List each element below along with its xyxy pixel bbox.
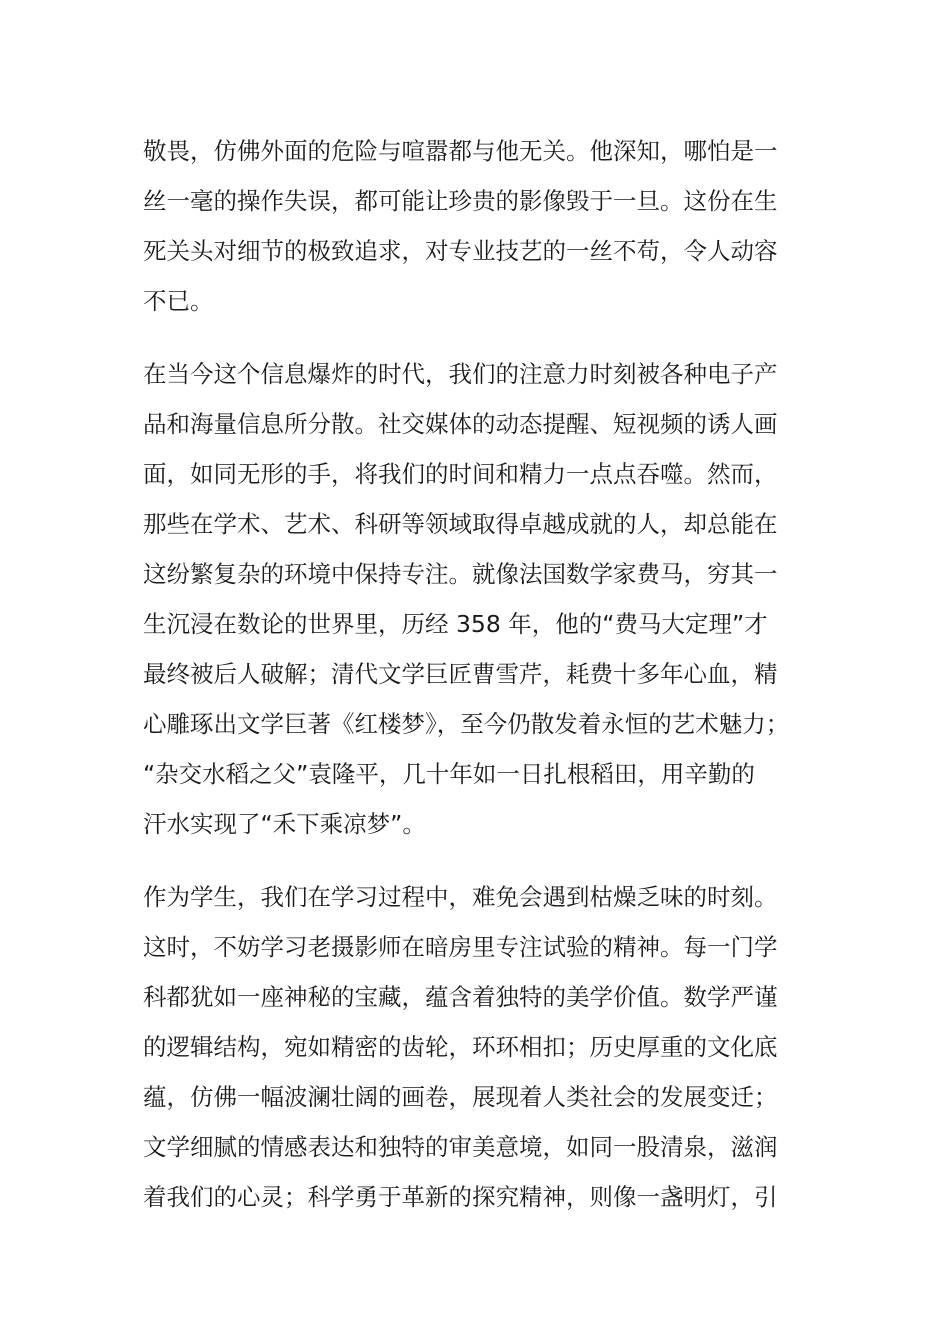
text-line: 这纷繁复杂的环境中保持专注。就像法国数学家费马，穷其一 [143, 560, 778, 588]
text-line: 这时，不妨学习老摄影师在暗房里专注试验的精神。每一门学 [143, 933, 778, 961]
text-line: 蕴，仿佛一幅波澜壮阔的画卷，展现着人类社会的发展变迁； [143, 1083, 778, 1111]
paragraph-2 [143, 349, 823, 849]
paragraph-spacer [143, 849, 823, 872]
text-line: 不已。 [143, 287, 214, 315]
text-line: 死关头对细节的极致追求，对专业技艺的一丝不苟，令人动容 [143, 237, 778, 265]
document-page [143, 126, 823, 1222]
paragraph-3 [143, 872, 823, 1222]
text-line: 生沉浸在数论的世界里，历经 358 年，他的“费马大定理”才 [143, 610, 768, 638]
text-line: 文学细腻的情感表达和独特的审美意境，如同一股清泉，滋润 [143, 1133, 778, 1161]
text-line: 在当今这个信息爆炸的时代，我们的注意力时刻被各种电子产 [143, 360, 778, 388]
text-line: 品和海量信息所分散。社交媒体的动态提醒、短视频的诱人画 [143, 410, 778, 438]
text-line: 着我们的心灵；科学勇于革新的探究精神，则像一盏明灯，引 [143, 1183, 778, 1211]
text-line: “杂交水稻之父”袁隆平，几十年如一日扎根稻田，用辛勤的 [143, 760, 755, 788]
text-line: 汗水实现了“禾下乘凉梦”。 [143, 810, 426, 838]
paragraph-1 [143, 126, 823, 326]
text-line: 面，如同无形的手，将我们的时间和精力一点点吞噬。然而， [143, 460, 778, 488]
text-line: 心雕琢出文学巨著《红楼梦》，至今仍散发着永恒的艺术魅力； [143, 710, 790, 738]
text-line: 敬畏，仿佛外面的危险与喧嚣都与他无关。他深知，哪怕是一 [143, 137, 778, 165]
text-line: 作为学生，我们在学习过程中，难免会遇到枯燥乏味的时刻。 [143, 883, 778, 911]
text-line: 的逻辑结构，宛如精密的齿轮，环环相扣；历史厚重的文化底 [143, 1033, 778, 1061]
text-line: 丝一毫的操作失误，都可能让珍贵的影像毁于一旦。这份在生 [143, 187, 778, 215]
text-line: 那些在学术、艺术、科研等领域取得卓越成就的人，却总能在 [143, 510, 778, 538]
paragraph-spacer [143, 326, 823, 349]
text-line: 科都犹如一座神秘的宝藏，蕴含着独特的美学价值。数学严谨 [143, 983, 778, 1011]
text-line: 最终被后人破解；清代文学巨匠曹雪芹，耗费十多年心血，精 [143, 660, 778, 688]
